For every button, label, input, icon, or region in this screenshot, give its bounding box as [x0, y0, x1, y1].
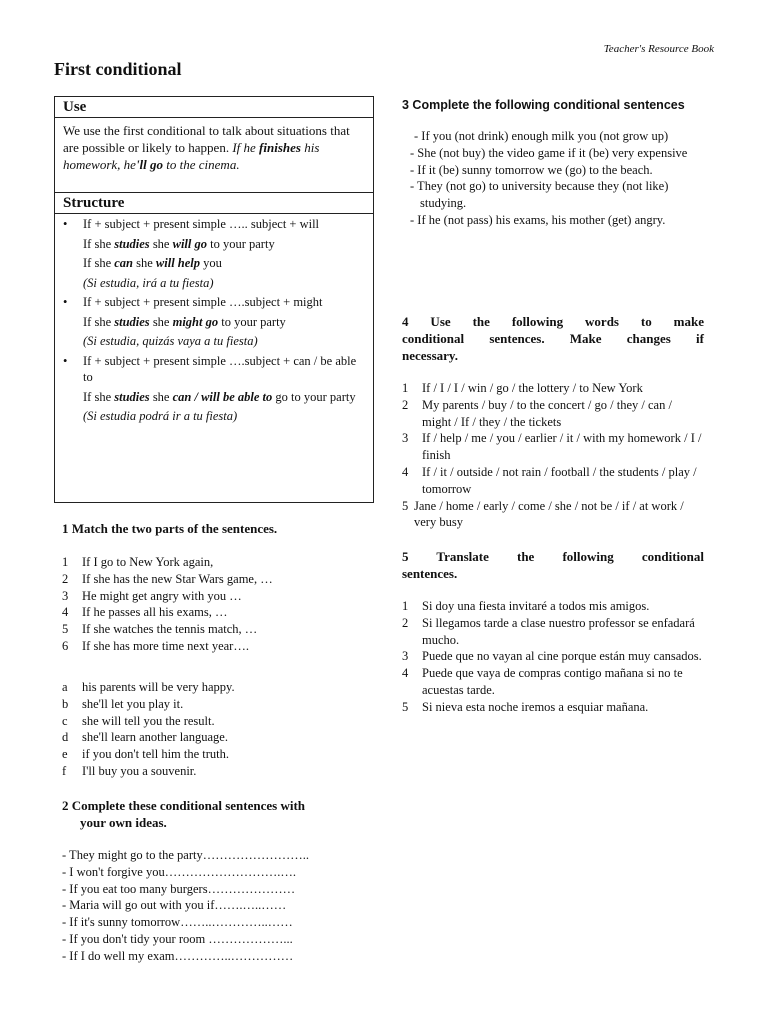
- list-item: a his parents will be very happy.: [62, 680, 235, 694]
- exercise-1-lettered-list: [62, 679, 362, 780]
- structure-list: [55, 214, 373, 425]
- list-item: - If you eat too many burgers…………………: [62, 881, 296, 896]
- use-example: If he finishes his homework, he'll go to the cinema.: [63, 140, 320, 172]
- structure-spanish: (Si estudia, irá a tu fiesta): [83, 275, 214, 290]
- exercise-4-list: [402, 380, 704, 531]
- exercise-2-list: [62, 847, 372, 965]
- list-item: b she'll let you play it.: [62, 696, 184, 711]
- list-item: f I'll buy you a souvenir.: [62, 763, 197, 778]
- list-item: - If I do well my exam…………..……………: [62, 948, 294, 963]
- exercise-1-heading: 1 Match the two parts of the sentences.: [62, 521, 278, 536]
- exercise-2-heading: 2 Complete these conditional sentences with your own ideas.: [62, 798, 306, 830]
- exercise-3-list: [410, 128, 700, 229]
- use-heading: Use: [55, 97, 373, 118]
- list-item: 3 If / help / me / you / earlier / it / with my homework / I / finish: [402, 431, 702, 463]
- structure-example: If she studies she will go to your party: [83, 236, 275, 251]
- exercise-1-numbered-list: [62, 554, 362, 655]
- list-item: 3 Puede que no vayan al cine porque están muy cansados.: [402, 649, 702, 664]
- exercise-5-list: [402, 598, 704, 716]
- list-item: 3 He might get angry with you …: [62, 588, 242, 603]
- list-item: 5 Jane / home / early / come / she / not be / if / at work / very busy: [402, 498, 684, 530]
- list-item: - If he (not pass) his exams, his mother (get) angry.: [410, 212, 666, 227]
- structure-rule: • If + subject + present simple ….. subject + will: [63, 217, 320, 231]
- list-item: - I won't forgive you……………………….….: [62, 864, 296, 879]
- list-item: 1 Si doy una fiesta invitaré a todos mis amigos.: [402, 599, 650, 613]
- list-item: 4 If he passes all his exams, …: [62, 605, 228, 620]
- list-item: - If it (be) sunny tomorrow we (go) to the beach.: [410, 162, 653, 177]
- use-description: We use the first conditional to talk about situations that are possible or likely to happen.: [63, 123, 350, 155]
- list-item: - Maria will go out with you if…….…..……: [62, 898, 287, 913]
- list-item: - She (not buy) the video game if it (be) very expensive: [410, 145, 688, 160]
- list-item: 1 If I go to New York again,: [62, 555, 214, 569]
- use-text: [55, 118, 373, 193]
- list-item: 2 Si llegamos tarde a clase nuestro professor se enfadará mucho.: [402, 615, 695, 647]
- list-item: d she'll learn another language.: [62, 730, 228, 745]
- structure-spanish: (Si estudia, quizás vaya a tu fiesta): [83, 334, 258, 348]
- page-title: First conditional: [54, 59, 182, 79]
- list-item: - If you (not drink) enough milk you (not grow up): [414, 129, 669, 143]
- list-item: c she will tell you the result.: [62, 713, 215, 728]
- list-item: 5 If she watches the tennis match, …: [62, 622, 258, 637]
- structure-spanish: (Si estudia podrá ir a tu fiesta): [83, 409, 238, 423]
- list-item: 5 Si nieva esta noche iremos a esquiar mañana.: [402, 699, 649, 714]
- structure-example: If she studies she might go to your party: [83, 314, 286, 329]
- structure-heading: Structure: [55, 193, 373, 214]
- list-item: 2 My parents / buy / to the concert / go / they / can / might / If / they / the tickets: [402, 397, 672, 429]
- list-item: - If you don't tidy your room ………………...: [62, 931, 293, 946]
- list-item: e if you don't tell him the truth.: [62, 747, 230, 762]
- use-structure-box: [54, 96, 374, 503]
- header-book-title: Teacher's Resource Book: [603, 43, 714, 55]
- list-item: 4 Puede que vaya de compras contigo mañana si no te acuestas tarde.: [402, 666, 683, 697]
- exercise-3-heading: 3 Complete the following conditional sentences: [402, 98, 685, 112]
- list-item: 2 If she has the new Star Wars game, …: [62, 571, 273, 586]
- list-item: 1 If / I / I / win / go / the lottery / to New York: [402, 381, 643, 395]
- list-item: - They (not go) to university because they (not like) studying.: [410, 179, 669, 211]
- list-item: - If it's sunny tomorrow……..…………..……: [62, 915, 293, 930]
- exercise-5-heading: 5 Translate the following conditional sentences.: [402, 549, 704, 581]
- structure-example: If she studies she can / will be able to go to your party: [83, 389, 356, 404]
- structure-rule: • If + subject + present simple ….subject + can / be able to: [63, 353, 357, 384]
- list-item: 6 If she has more time next year….: [62, 638, 249, 653]
- structure-example: If she can she will help you: [83, 256, 222, 270]
- list-item: - They might go to the party……………………..: [62, 848, 309, 862]
- list-item: 4 If / it / outside / not rain / football / the students / play / tomorrow: [402, 464, 697, 496]
- exercise-4-heading: 4 Use the following words to make conditional sentences. Make changes if necessary.: [402, 314, 704, 363]
- structure-rule: • If + subject + present simple ….subject + might: [63, 295, 323, 309]
